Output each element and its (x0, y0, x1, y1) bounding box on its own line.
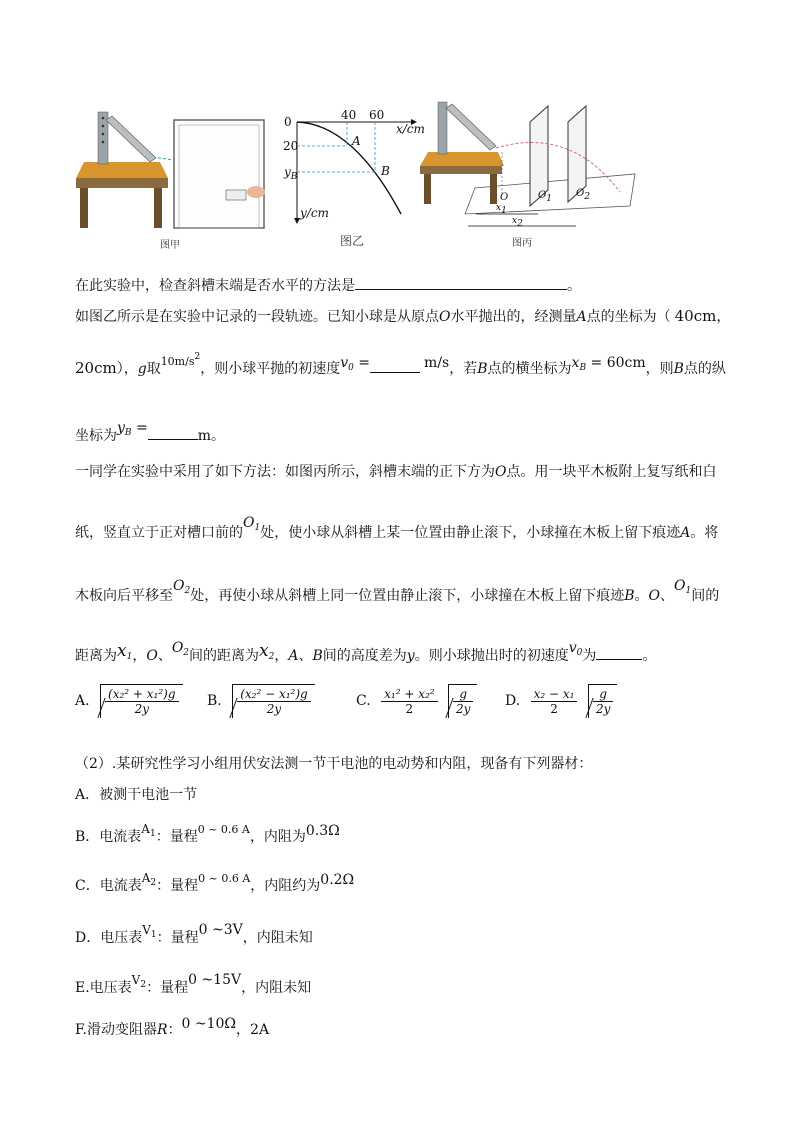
graph-y-tick-yb: $y_B$ (284, 165, 298, 182)
option-a[interactable]: A. $\frac{\text{(x₂² + x₁²)g}}{2y}$ (75, 684, 183, 718)
answer-blank-1[interactable] (355, 275, 567, 290)
question-3-line-2: 纸，竖直立于正对槽口前的$O_1$处，使小球从斜槽上某一位置由静止滚下，小球撞在木板上留下痕迹A。将 (75, 515, 719, 541)
graph-x-tick-40: 40 (341, 108, 357, 122)
question-3-line-4: 距离为$x_1$，O、$O_2$间的距离为$x_2$，A、B间的高度差为y。则小球抛出时的初速度$v_0$为 。 (75, 640, 657, 664)
graph-x-tick-60: 60 (369, 108, 385, 122)
equipment-item-f: F.滑动变阻器R：0 ~10Ω，2A (75, 1016, 270, 1038)
answer-blank-yb[interactable] (148, 425, 198, 440)
graph-y-tick-20: 20 (283, 139, 299, 153)
answer-blank-v0-method[interactable] (596, 645, 642, 660)
bing-label-x2: x2 (512, 216, 523, 229)
equipment-item-b: B．电流表$A_1$：量程$^{0 \sim 0.6 A}$，内阻为0.3Ω (75, 822, 340, 845)
figure-bing (420, 96, 646, 234)
part-2-intro: （2）.某研究性学习小组用伏安法测一节干电池的电动势和内阻，现备有下列器材： (75, 756, 593, 772)
graph-y-axis-label: y/cm (300, 206, 329, 220)
figure-bing-caption: 图丙 (512, 238, 532, 249)
option-d[interactable]: D. $\frac{\text{x₂ − x₁}}{2}$ $\frac{g}{2y}$ (505, 684, 617, 718)
equipment-item-d: D．电压表$V_1$：量程0 ~3V，内阻未知 (75, 922, 313, 946)
equipment-item-e: E.电压表$V_2$：量程0 ~15V，内阻未知 (75, 972, 312, 996)
graph-origin-label: 0 (284, 115, 292, 129)
question-2-line-1: 如图乙所示是在实验中记录的一段轨迹。已知小球是从原点O水平抛出的，经测量A点的坐标为（ 40cm， (75, 307, 731, 325)
figure-jia (76, 100, 276, 230)
figure-yi-caption: 图乙 (340, 234, 365, 248)
graph-point-b: B (381, 164, 390, 178)
graph-point-a: A (352, 134, 361, 148)
answer-blank-v0[interactable] (370, 358, 420, 373)
figure-jia-caption: 图甲 (160, 240, 180, 251)
question-3-line-1: 一同学在实验中采用了如下方法：如图丙所示，斜槽末端的正下方为O点。用一块平木板附上复写纸和白 (75, 464, 717, 480)
question-2-line-3: 坐标为$y_B = m$。 (75, 420, 226, 444)
bing-label-o: O (500, 192, 509, 203)
option-b[interactable]: B. $\frac{\text{(x₂² − x₁²)g}}{2y}$ (207, 684, 315, 718)
graph-x-axis-label: x/cm (396, 122, 425, 136)
bing-label-x1: x1 (496, 203, 507, 216)
option-c[interactable]: C. $\frac{\text{x₁² + x₂²}}{2}$ $\frac{g}{2y}$ (356, 684, 477, 718)
bing-label-o2: O2 (576, 188, 590, 202)
equipment-item-a: A．被测干电池一节 (75, 787, 198, 803)
question-3-line-3: 木板向后平移至$O_2$处，再使小球从斜槽上同一位置由静止滚下，小球撞在木板上留下痕迹B。O、$O_1$间的 (75, 578, 720, 604)
question-1-line: 在此实验中，检查斜槽末端是否水平的方法是 。 (75, 275, 581, 295)
equipment-item-c: C．电流表$A_2$：量程$^{0 \sim 0.6 A}$，内阻约为0.2Ω (75, 871, 355, 894)
question-2-line-2: 20cm），g取$^{10m/s^2}$，则小球平抛的初速度$v_0 = m/s$，若B点的横坐标为$x_B = 60cm$，则B点的纵 (75, 352, 726, 377)
bing-label-o1: O1 (538, 190, 552, 204)
